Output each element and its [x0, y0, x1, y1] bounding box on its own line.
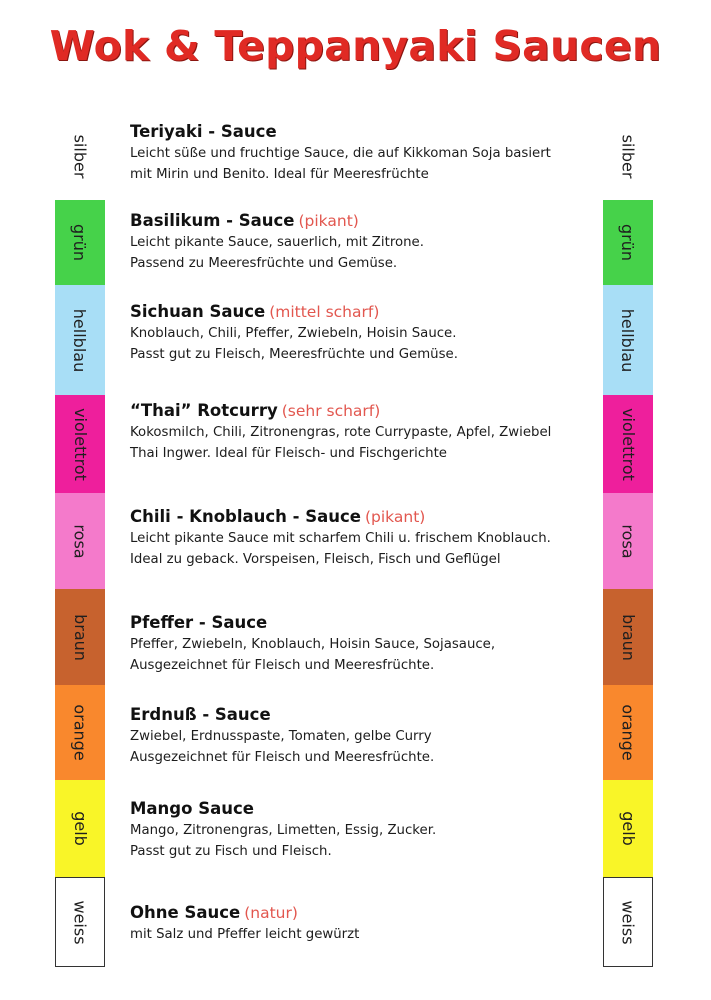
- color-label-rosa: rosa: [70, 523, 90, 559]
- sauce-item-sichuan: [130, 301, 600, 365]
- sauce-description-line: Ausgezeichnet für Fleisch und Meeresfrüchte.: [130, 658, 435, 673]
- color-label-silber: silber: [618, 134, 638, 178]
- color-label-braun: braun: [618, 613, 638, 661]
- sauce-item-teriyaki: [130, 121, 600, 185]
- sauce-description-line: Kokosmilch, Chili, Zitronengras, rote Currypaste, Apfel, Zwiebel: [130, 425, 552, 440]
- color-band-braun: [55, 589, 105, 685]
- color-label-weiss: weiss: [618, 899, 638, 945]
- sauce-item-basilikum: [130, 210, 600, 274]
- color-band-orange: [55, 685, 105, 780]
- heat-level: (pikant): [298, 212, 359, 230]
- color-band-gruen: [603, 200, 653, 285]
- sauce-description-line: Passt gut zu Fisch und Fleisch.: [130, 844, 332, 859]
- sauce-description-line: Knoblauch, Chili, Pfeffer, Zwiebeln, Hoisin Sauce.: [130, 326, 457, 341]
- sauce-description-line: Leicht pikante Sauce mit scharfem Chili u. frischem Knoblauch.: [130, 531, 551, 546]
- color-band-weiss: [55, 877, 105, 967]
- color-band-gelb: [603, 780, 653, 877]
- color-label-gruen: grün: [618, 223, 638, 262]
- sauce-item-chili-knoblauch: [130, 506, 600, 570]
- sauce-description-line: mit Salz und Pfeffer leicht gewürzt: [130, 927, 360, 942]
- sauce-description-line: Passt gut zu Fleisch, Meeresfrüchte und Gemüse.: [130, 347, 458, 362]
- color-label-gelb: gelb: [70, 811, 90, 846]
- sauce-name: Mango Sauce: [130, 799, 254, 818]
- color-label-violettrot: violettrot: [618, 407, 638, 481]
- color-band-gruen: [55, 200, 105, 285]
- color-label-rosa: rosa: [618, 523, 638, 559]
- sauce-item-ohne-sauce: [130, 902, 600, 945]
- color-band-braun: [603, 589, 653, 685]
- color-label-silber: silber: [70, 134, 90, 178]
- color-band-orange: [603, 685, 653, 780]
- color-label-weiss: weiss: [70, 899, 90, 945]
- color-band-rosa: [603, 493, 653, 589]
- color-label-hellblau: hellblau: [70, 308, 90, 372]
- color-label-braun: braun: [70, 613, 90, 661]
- sauce-item-thai-rotcurry: [130, 400, 600, 464]
- color-label-orange: orange: [618, 704, 638, 761]
- sauce-name: Pfeffer - Sauce: [130, 613, 268, 632]
- color-band-hellblau: [603, 285, 653, 395]
- color-band-weiss: [603, 877, 653, 967]
- color-band-violettrot: [55, 395, 105, 493]
- sauce-name: “Thai” Rotcurry: [130, 401, 278, 420]
- page-title: Wok & Teppanyaki Saucen: [49, 22, 662, 70]
- heat-level: (natur): [244, 904, 298, 922]
- color-label-gruen: grün: [70, 223, 90, 262]
- color-band-silber: [55, 112, 105, 200]
- sauce-description-line: Pfeffer, Zwiebeln, Knoblauch, Hoisin Sauce, Sojasauce,: [130, 637, 496, 652]
- sauce-item-erdnuss: [130, 704, 600, 768]
- sauce-description-line: Leicht süße und fruchtige Sauce, die auf Kikkoman Soja basiert: [130, 146, 551, 161]
- sauce-description-line: Passend zu Meeresfrüchte und Gemüse.: [130, 256, 398, 271]
- sauce-description-line: Thai Ingwer. Ideal für Fleisch- und Fischgerichte: [130, 446, 447, 461]
- color-band-rosa: [55, 493, 105, 589]
- sauce-name: Sichuan Sauce: [130, 302, 266, 321]
- color-label-gelb: gelb: [618, 811, 638, 846]
- heat-level: (mittel scharf): [269, 303, 380, 321]
- sauce-description-line: Ideal zu geback. Vorspeisen, Fleisch, Fisch und Geflügel: [130, 552, 501, 567]
- color-label-violettrot: violettrot: [70, 407, 90, 481]
- color-band-violettrot: [603, 395, 653, 493]
- sauce-name: Teriyaki - Sauce: [130, 122, 277, 141]
- sauce-description-line: Mango, Zitronengras, Limetten, Essig, Zucker.: [130, 823, 437, 838]
- sauce-item-mango: [130, 798, 600, 862]
- color-label-hellblau: hellblau: [618, 308, 638, 372]
- color-band-silber: [603, 112, 653, 200]
- sauce-name: Chili - Knoblauch - Sauce: [130, 507, 361, 526]
- sauce-description-line: Leicht pikante Sauce, sauerlich, mit Zitrone.: [130, 235, 424, 250]
- heat-level: (sehr scharf): [281, 402, 381, 420]
- sauce-description-line: Zwiebel, Erdnusspaste, Tomaten, gelbe Curry: [130, 729, 432, 744]
- sauce-name: Ohne Sauce: [130, 903, 241, 922]
- color-label-orange: orange: [70, 704, 90, 761]
- sauce-item-pfeffer: [130, 612, 600, 676]
- sauce-name: Erdnuß - Sauce: [130, 705, 271, 724]
- heat-level: (pikant): [364, 508, 426, 526]
- sauce-description-line: mit Mirin und Benito. Ideal für Meeresfrüchte: [130, 167, 429, 182]
- sauce-description-line: Ausgezeichnet für Fleisch und Meeresfrüchte.: [130, 750, 435, 765]
- color-band-hellblau: [55, 285, 105, 395]
- sauce-name: Basilikum - Sauce: [130, 211, 295, 230]
- color-band-gelb: [55, 780, 105, 877]
